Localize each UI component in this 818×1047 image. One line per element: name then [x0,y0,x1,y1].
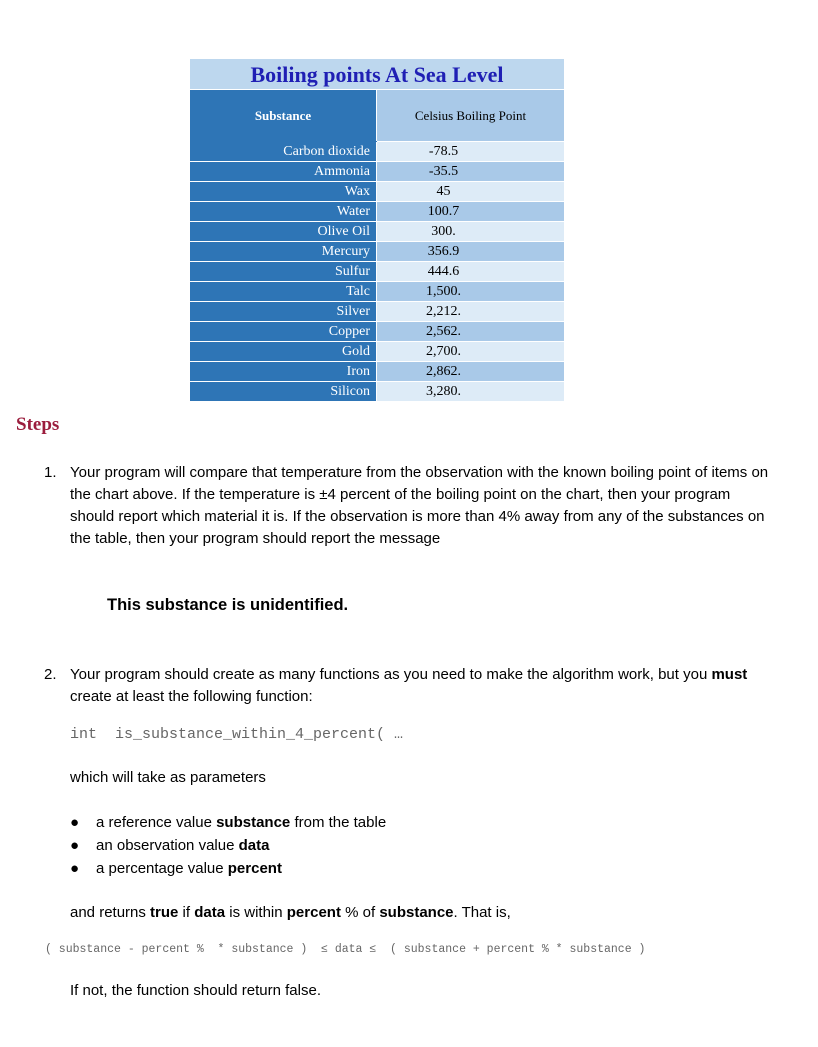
bullet-text: an observation value [96,837,239,854]
boiling-point-value: 2,700. [377,342,565,362]
boiling-point-value: 300. [377,222,565,242]
text-bold: true [150,904,179,921]
substance-name: Carbon dioxide [190,142,377,162]
substance-name: Sulfur [190,262,377,282]
substance-name: Water [190,202,377,222]
substance-name: Silicon [190,382,377,402]
function-signature: int is_substance_within_4_percent( … [70,726,404,743]
substance-name: Mercury [190,242,377,262]
table-row [190,262,564,282]
step-number: 2. [44,666,57,683]
unidentified-message: This substance is unidentified. [107,596,349,614]
params-intro: which will take as parameters [70,769,266,786]
substance-name: Olive Oil [190,222,377,242]
boiling-point-value: -78.5 [377,142,565,162]
header-celsius: Celsius Boiling Point [377,90,565,142]
text-part: . That is, [453,904,511,921]
table-row [190,202,564,222]
step-number: 1. [44,464,57,481]
boiling-point-value: 2,862. [377,362,565,382]
step-text: Your program will compare that temperature from the observation with the known boiling point of items on the chart above. If the temperature is ±4 percent of the boiling point on the chart, then your program should report which material it is. If the observation is more than 4% away from any of the substances on the table, then your program should report the message [70,464,769,547]
formula: ( substance - percent % * substance ) ≤ data ≤ ( substance + percent % * substance ) [45,943,646,956]
step-item-1 [44,462,774,550]
boiling-point-value: 444.6 [377,262,565,282]
text-bold: substance [379,904,454,921]
substance-name: Copper [190,322,377,342]
step-text-part: create at least the following function: [70,688,313,705]
boiling-point-value: 45 [377,182,565,202]
table-row [190,302,564,322]
boiling-point-value: 2,562. [377,322,565,342]
boiling-points-table [190,59,564,402]
bullet-after: from the table [290,814,387,831]
text-part: % of [340,904,380,921]
bullet-bold: substance [216,814,291,831]
table-title [190,59,564,90]
table-row [190,142,564,162]
boiling-point-value: 1,500. [377,282,565,302]
bullet-text: a percentage value [96,860,228,877]
substance-name: Iron [190,362,377,382]
step-text [70,664,774,708]
step-text-bold: must [711,666,748,683]
table-row [190,382,564,402]
text-bold: percent [286,904,341,921]
boiling-point-value: 100.7 [377,202,565,222]
list-item [70,837,386,860]
bullet-bold: data [238,837,270,854]
boiling-point-value: 356.9 [377,242,565,262]
table-row [190,162,564,182]
text-bold: data [194,904,226,921]
text-part: and returns [70,904,151,921]
header-substance: Substance [190,90,377,142]
list-item [70,814,386,837]
step-item-2 [44,664,774,708]
boiling-point-value: 3,280. [377,382,565,402]
table-row [190,342,564,362]
table-row [190,242,564,262]
boiling-point-value: 2,212. [377,302,565,322]
text-part: is within [225,904,287,921]
parameter-list [70,814,386,883]
bullet-bold: percent [227,860,282,877]
list-item [70,860,386,883]
steps-heading: Steps [16,414,60,435]
bullet-icon: ● [70,860,80,877]
return-false-note: If not, the function should return false. [70,982,321,999]
substance-name: Wax [190,182,377,202]
bullet-icon: ● [70,814,80,831]
boiling-point-value: -35.5 [377,162,565,182]
bullet-text: a reference value [96,814,217,831]
table-title-text: Boiling points At Sea Level [250,62,504,87]
table-row [190,282,564,302]
table-row [190,182,564,202]
substance-name: Talc [190,282,377,302]
substance-name: Gold [190,342,377,362]
table-row [190,322,564,342]
text-part: if [178,904,195,921]
bullet-icon: ● [70,837,80,854]
substance-name: Ammonia [190,162,377,182]
returns-description [70,904,511,921]
step-text-part: Your program should create as many functions as you need to make the algorithm work, but you [70,666,712,683]
table-row [190,362,564,382]
table-row [190,222,564,242]
substance-name: Silver [190,302,377,322]
